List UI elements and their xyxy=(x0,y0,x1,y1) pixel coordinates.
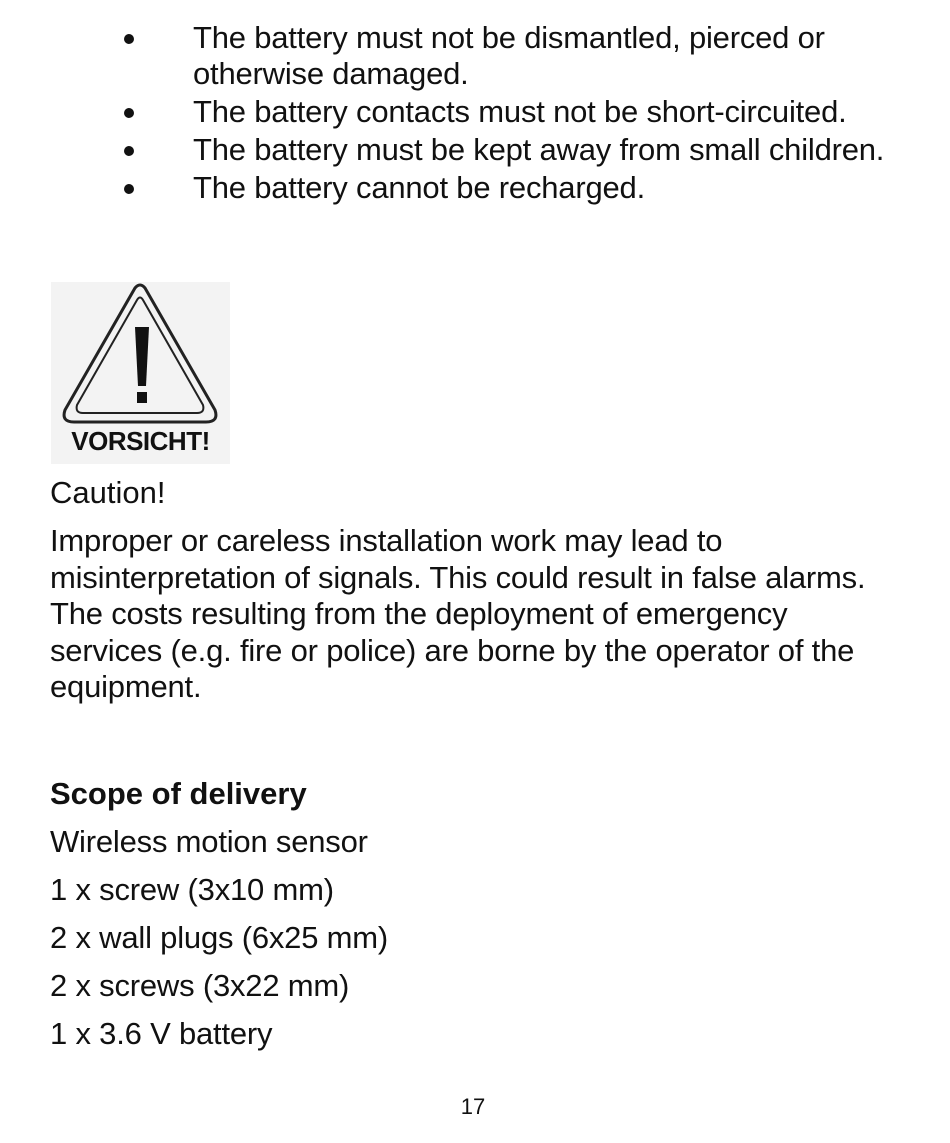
bullet-icon xyxy=(124,184,134,194)
bullet-icon xyxy=(124,108,134,118)
list-item xyxy=(0,94,950,130)
list-item: Wireless motion sensor xyxy=(50,824,368,859)
list-item: 1 x screw (3x10 mm) xyxy=(50,872,334,907)
list-item: 1 x 3.6 V battery xyxy=(50,1016,273,1051)
bullet-icon xyxy=(124,34,134,44)
bullet-text: The battery must be kept away from small children. xyxy=(193,132,885,167)
list-item xyxy=(0,132,950,168)
page-number: 17 xyxy=(460,1094,486,1119)
caution-title: Caution! xyxy=(50,475,166,510)
warning-triangle-icon xyxy=(51,282,230,432)
scope-heading: Scope of delivery xyxy=(50,776,307,811)
battery-safety-list xyxy=(0,20,950,208)
bullet-icon xyxy=(124,146,134,156)
bullet-text: The battery cannot be recharged. xyxy=(193,170,646,205)
list-item xyxy=(0,20,950,92)
list-item xyxy=(0,170,950,206)
scope-list xyxy=(50,824,388,1064)
caution-body: Improper or careless installation work may lead to misinterpretation of signals. This could result in false alarms. The costs resulting from the deployment of emergency services (e.g. fire or police) are borne by the operator of the equipment. xyxy=(50,523,866,704)
list-item: 2 x screws (3x22 mm) xyxy=(50,968,350,1003)
warning-sign xyxy=(51,282,230,464)
bullet-text: The battery must not be dismantled, pierced or otherwise damaged. xyxy=(193,20,825,91)
bullet-text: The battery contacts must not be short-circuited. xyxy=(193,94,847,129)
list-item: 2 x wall plugs (6x25 mm) xyxy=(50,920,389,955)
warning-label: VORSICHT! xyxy=(71,426,210,456)
